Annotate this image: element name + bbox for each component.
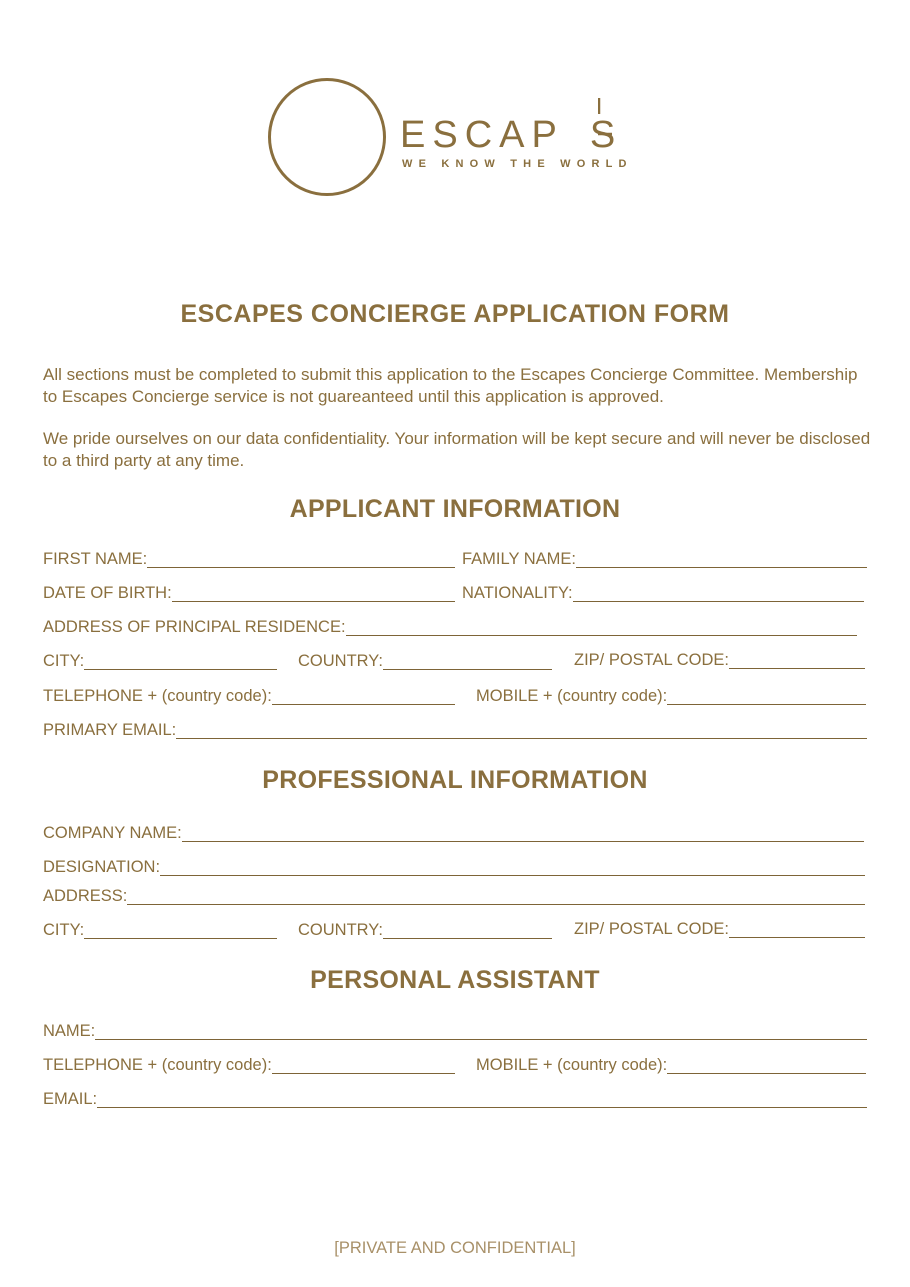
- professional-zip-input-line[interactable]: [729, 922, 865, 938]
- family-name-input-line[interactable]: [576, 552, 867, 568]
- applicant-city-field[interactable]: [43, 649, 277, 671]
- date-of-birth-field[interactable]: [43, 581, 455, 603]
- company-name-input-line[interactable]: [182, 826, 864, 842]
- professional-address-input-line[interactable]: [127, 889, 865, 905]
- intro-paragraph-confidentiality: We pride ourselves on our data confidentiality. Your information will be kept secure and will never be disclosed to a third party at any time.: [43, 429, 871, 470]
- assistant-mobile-input-line[interactable]: [667, 1058, 866, 1074]
- residence-address-field[interactable]: [43, 615, 857, 637]
- date-of-birth-label: DATE OF BIRTH:: [43, 584, 172, 602]
- designation-field[interactable]: [43, 855, 865, 877]
- applicant-zip-label: ZIP/ POSTAL CODE:: [574, 651, 729, 669]
- nationality-label: NATIONALITY:: [462, 584, 573, 602]
- applicant-city-label: CITY:: [43, 652, 85, 670]
- assistant-mobile-field[interactable]: [476, 1053, 866, 1075]
- residence-address-label: ADDRESS OF PRINCIPAL RESIDENCE:: [43, 618, 346, 636]
- first-name-input-line[interactable]: [147, 552, 455, 568]
- assistant-name-input-line[interactable]: [95, 1024, 867, 1040]
- form-title: ESCAPES CONCIERGE APPLICATION FORM: [180, 300, 730, 328]
- assistant-mobile-label: MOBILE + (country code):: [476, 1056, 668, 1074]
- applicant-mobile-input-line[interactable]: [667, 689, 866, 705]
- assistant-email-field[interactable]: [43, 1087, 867, 1109]
- assistant-email-label: EMAIL:: [43, 1090, 98, 1108]
- residence-address-input-line[interactable]: [346, 620, 857, 636]
- nationality-input-line[interactable]: [573, 586, 864, 602]
- professional-address-label: ADDRESS:: [43, 887, 128, 905]
- family-name-label: FAMILY NAME:: [462, 550, 577, 568]
- assistant-telephone-label: TELEPHONE + (country code):: [43, 1056, 272, 1074]
- intro-paragraph-requirements: All sections must be completed to submit this application to the Escapes Concierge Committee. Membership to Escapes Concierge service is not guareanteed until this application is approved.: [43, 365, 858, 406]
- applicant-country-field[interactable]: [298, 649, 552, 671]
- designation-input-line[interactable]: [160, 860, 865, 876]
- first-name-field[interactable]: [43, 547, 455, 569]
- assistant-email-input-line[interactable]: [97, 1092, 867, 1108]
- section-heading-assistant: PERSONAL ASSISTANT: [310, 966, 600, 994]
- professional-country-field[interactable]: [298, 918, 552, 940]
- first-name-label: FIRST NAME:: [43, 550, 148, 568]
- assistant-telephone-input-line[interactable]: [272, 1058, 455, 1074]
- applicant-telephone-field[interactable]: [43, 684, 455, 706]
- assistant-name-field[interactable]: [43, 1019, 867, 1041]
- applicant-mobile-field[interactable]: [476, 684, 866, 706]
- applicant-country-label: COUNTRY:: [298, 652, 383, 670]
- professional-city-field[interactable]: [43, 918, 277, 940]
- primary-email-field[interactable]: [43, 718, 867, 740]
- applicant-telephone-label: TELEPHONE + (country code):: [43, 687, 272, 705]
- company-name-field[interactable]: [43, 821, 864, 843]
- assistant-name-label: NAME:: [43, 1022, 96, 1040]
- professional-country-label: COUNTRY:: [298, 921, 383, 939]
- assistant-telephone-field[interactable]: [43, 1053, 455, 1075]
- section-heading-professional: PROFESSIONAL INFORMATION: [262, 766, 648, 794]
- professional-address-field[interactable]: [43, 884, 865, 906]
- professional-zip-field[interactable]: [574, 917, 865, 939]
- nationality-field[interactable]: [462, 581, 864, 603]
- applicant-zip-input-line[interactable]: [729, 653, 865, 669]
- professional-city-label: CITY:: [43, 921, 85, 939]
- professional-zip-label: ZIP/ POSTAL CODE:: [574, 920, 729, 938]
- applicant-mobile-label: MOBILE + (country code):: [476, 687, 668, 705]
- applicant-city-input-line[interactable]: [84, 654, 277, 670]
- section-heading-applicant: APPLICANT INFORMATION: [289, 495, 621, 523]
- date-of-birth-input-line[interactable]: [172, 586, 455, 602]
- logo-e-mark-icon: [598, 96, 612, 136]
- professional-city-input-line[interactable]: [84, 923, 277, 939]
- applicant-zip-field[interactable]: [574, 648, 865, 670]
- logo-circle: [268, 78, 386, 196]
- family-name-field[interactable]: [462, 547, 867, 569]
- professional-country-input-line[interactable]: [383, 923, 552, 939]
- applicant-telephone-input-line[interactable]: [272, 689, 455, 705]
- confidential-footer: [PRIVATE AND CONFIDENTIAL]: [334, 1239, 576, 1257]
- primary-email-label: PRIMARY EMAIL:: [43, 721, 177, 739]
- company-name-label: COMPANY NAME:: [43, 824, 182, 842]
- designation-label: DESIGNATION:: [43, 858, 161, 876]
- logo-tagline: WE KNOW THE WORLD: [402, 158, 633, 170]
- escapes-logo: [268, 78, 648, 204]
- primary-email-input-line[interactable]: [176, 723, 867, 739]
- logo-wordmark: ESCAP S: [400, 114, 623, 156]
- applicant-country-input-line[interactable]: [383, 654, 552, 670]
